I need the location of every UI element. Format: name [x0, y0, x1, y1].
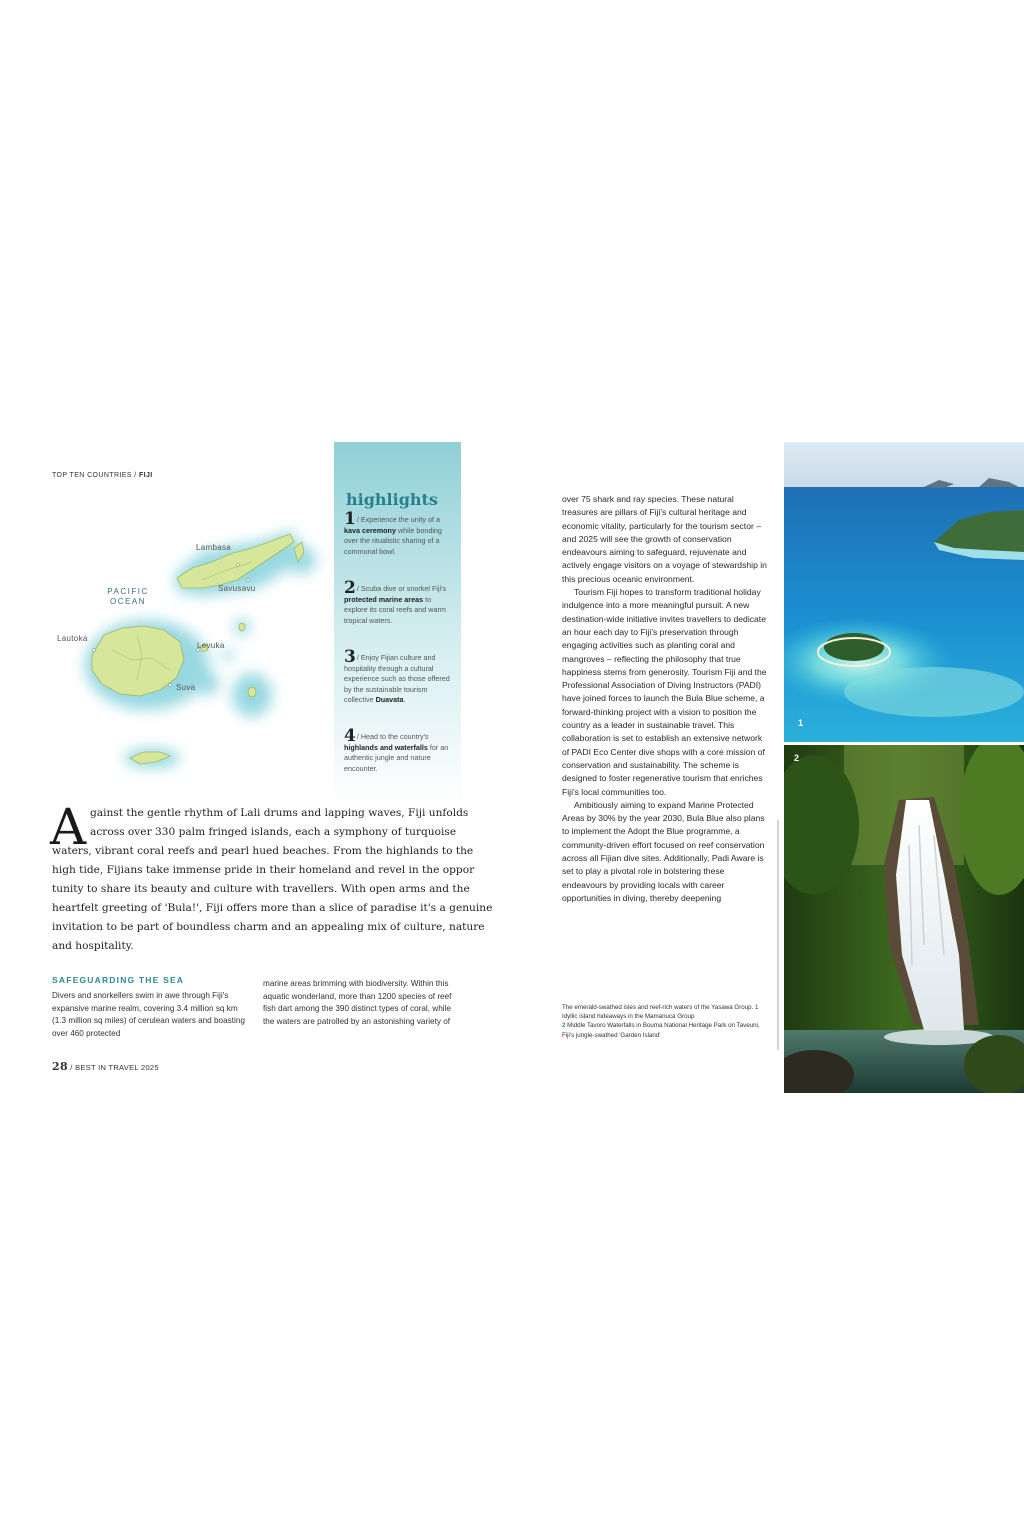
- highlight-number: 4: [344, 726, 356, 746]
- highlight-text: for an authentic jungle and nature encounter.: [344, 742, 449, 773]
- island-photo: [784, 442, 1024, 742]
- map-label-lambasa: Lambasa: [196, 543, 232, 552]
- ocean-label-line2: OCEAN: [110, 597, 146, 606]
- caption-line-2: Middle Tavoro Waterfalls in Bouma National Heritage Park on Taveuni, Fiji's jungle-swathed 'Garden Island': [562, 1022, 760, 1039]
- highlight-number: 2: [344, 578, 356, 598]
- photo-number-1: 1: [798, 718, 804, 728]
- highlight-item: [344, 578, 456, 626]
- highlight-number: 3: [344, 647, 356, 667]
- folio-title: / BEST IN TRAVEL 2025: [67, 1063, 159, 1072]
- body-paragraph: Tourism Fiji hopes to transform traditional holiday indulgence into a more meaningful pursuit. A new destination-wide initiative invites travellers to dedicate an hour each day to Fiji's preservation through engaging activities such as planting coral and mangroves – reflecting the philosophy that true happiness stems from generosity. Tourism Fiji and the Professional Association of Diving Instructors (PADI) have joined forces to launch the Bula Blue scheme, a forward-thinking project with a vision to position the country as a leader in sustainable travel. This collaboration is set to establish an extensive network of PADI Eco Center dive shops with a core mission of conservation and sustainability. The scheme is designed to foster regenerative tourism that enriches Fiji's local communities too.: [562, 587, 767, 797]
- highlight-text: / Experience the unity of a: [356, 515, 440, 524]
- kicker-section: TOP TEN COUNTRIES /: [52, 472, 139, 479]
- intro-line: and hospitality.: [52, 940, 134, 952]
- intro-line: invitation to be part of boundless charm and an appealing mix of culture, nature: [52, 921, 485, 933]
- intro-line: waters, vibrant coral reefs and pearl hued beaches. From the highlands to the: [52, 845, 474, 857]
- drop-cap: A: [50, 798, 87, 856]
- map-label-lautoka: Lautoka: [57, 634, 88, 643]
- section-heading: SAFEGUARDING THE SEA: [52, 975, 185, 985]
- intro-line: across over 330 palm fringed islands, each a symphony of turquoise: [90, 826, 457, 838]
- ocean-label-line1: PACIFIC: [107, 587, 149, 596]
- caption-line-1: The emerald-swathed isles and reef-rich waters of the Yasawa Group. 1 Idyllic island hideaways in the Mamanuca Group: [562, 1004, 759, 1021]
- highlight-bold: Duavata: [375, 695, 404, 704]
- ocean-label: [100, 587, 156, 607]
- highlight-text: / Head to the country's: [356, 732, 429, 741]
- map-label-suva: Suva: [176, 683, 196, 692]
- waterfall-photo: [784, 745, 1024, 1093]
- highlight-text: to explore its coral reefs and warm tropical waters.: [344, 594, 446, 625]
- highlight-bold: kava ceremony: [344, 525, 396, 535]
- photo-number-2: 2: [794, 753, 800, 763]
- fiji-map: [52, 500, 330, 790]
- body-column-1: Divers and snorkellers swim in awe through Fiji's expansive marine realm, covering 3.4 million sq km (1.3 million sq miles) of cerulean waters and boasting over 460 protected: [52, 991, 245, 1038]
- map-label-levuka: Levuka: [197, 641, 225, 650]
- body-paragraph: Ambitiously aiming to expand Marine Protected Areas by 30% by the year 2030, Bula Blue also plans to implement the Adopt the Blue programme, a community-driven effort focused on reef conservation across all Fijian dive sites. Additionally, Padi Aware is set to play a pivotal role in bolstering these endeavours by providing locals with career opportunities in diving, thereby deepening: [562, 799, 765, 903]
- intro-line: high tide, Fijians take immense pride in their homeland and revel in the oppor: [52, 864, 475, 876]
- page-number: 28: [52, 1060, 68, 1073]
- map-graphic: [52, 500, 330, 790]
- highlight-text: .: [403, 695, 406, 704]
- highlight-number: 1: [344, 509, 356, 529]
- intro-line: tunity to share its beauty and culture with travellers. With open arms and the: [52, 883, 470, 895]
- highlight-text: / Scuba dive or snorkel Fiji's: [356, 584, 447, 593]
- highlights-title: highlights: [346, 490, 438, 509]
- map-label-savusavu: Savusavu: [218, 584, 256, 593]
- intro-line: heartfelt greeting of 'Bula!', Fiji offers more than a slice of paradise it's a genuine: [52, 902, 493, 914]
- highlight-item: [344, 726, 456, 774]
- highlights-panel: [334, 442, 461, 807]
- photo-caption: [562, 1003, 772, 1040]
- kicker-country: FIJI: [138, 472, 153, 479]
- caption-number: 2: [562, 1022, 566, 1030]
- highlight-item: [344, 647, 456, 706]
- small-island-2: [248, 687, 256, 697]
- right-body-column: [562, 493, 770, 905]
- highlight-bold: protected marine areas: [344, 594, 424, 604]
- section-kicker: [52, 472, 153, 479]
- highlight-item: [344, 509, 456, 557]
- body-column-2: marine areas brimming with biodiversity. Within this aquatic wonderland, more than 1200 species of reef fish dart among the 390 distinct types of coral, while the waters are patrolled by an astonishing variety of: [263, 979, 452, 1026]
- page-folio: [52, 1060, 159, 1073]
- highlight-text: / Enjoy Fijian culture and hospitality through a cultural experience such as those offered by the sustainable tourism collective: [344, 653, 450, 704]
- small-island-1: [239, 623, 245, 631]
- highlight-text: while bonding over the ritualistic sharing of a communal bowl.: [344, 525, 442, 556]
- photo-credit-strip: [773, 820, 783, 1050]
- highlight-bold: highlands and waterfalls: [344, 742, 428, 752]
- body-paragraph: over 75 shark and ray species. These natural treasures are pillars of Fiji's cultural heritage and economic vitality, particularly for the tourism sector – and 2025 will see the growth of conservation endeavours aiming to safeguard, rejuvenate and actively engage visitors on a voyage of stewardship in this precious oceanic environment.: [562, 494, 767, 584]
- intro-line: gainst the gentle rhythm of Lali drums and lapping waves, Fiji unfolds: [90, 807, 469, 819]
